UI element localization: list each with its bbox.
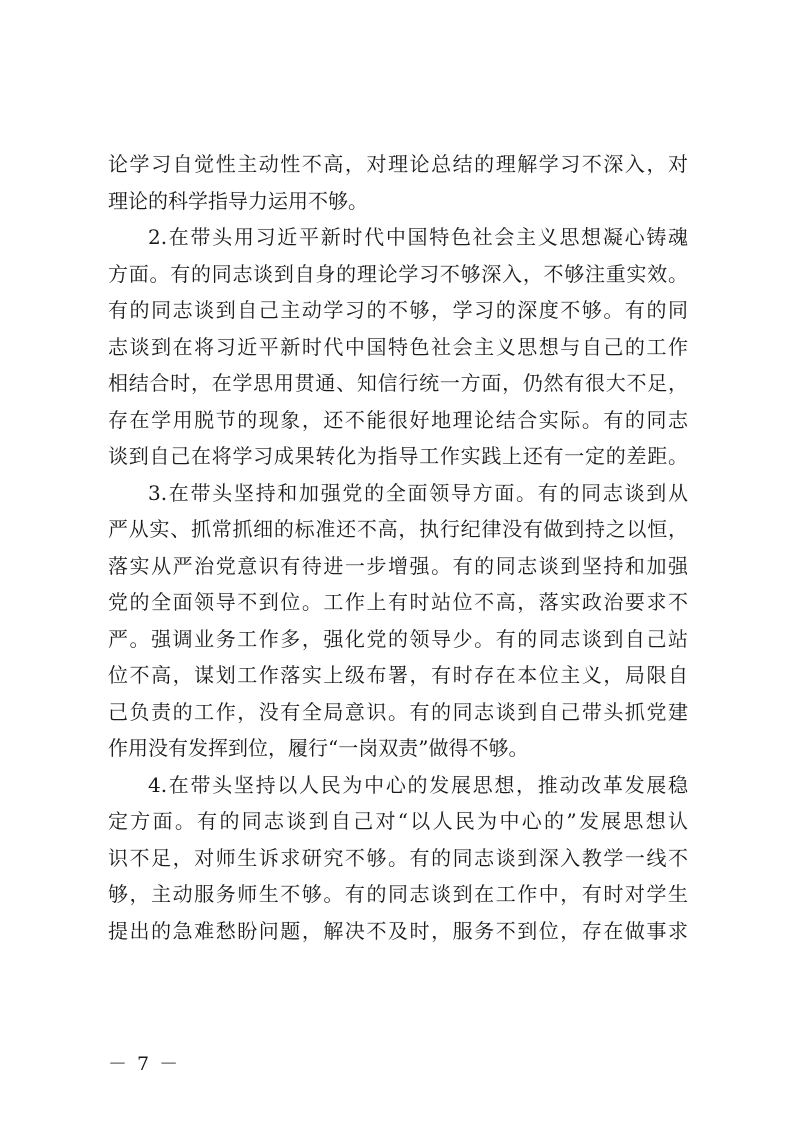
- text-line: 己负责的工作，没有全局意识。有的同志谈到自己带头抓党建: [108, 699, 688, 724]
- section-heading-line: 2.在带头用习近平新时代中国特色社会主义思想凝心铸魂: [148, 225, 688, 249]
- page-number: － 7 －: [108, 1053, 181, 1075]
- section-heading-line: 3.在带头坚持和加强党的全面领导方面。有的同志谈到从: [148, 480, 688, 505]
- text-line: 志谈到在将习近平新时代中国特色社会主义思想与自己的工作: [108, 334, 688, 359]
- text-line: 论学习自觉性主动性不高，对理论总结的理解学习不深入，对: [108, 152, 688, 176]
- text-line: 理论的科学指导力运用不够。: [108, 188, 368, 213]
- text-line: 位不高，谋划工作落实上级布署，有时存在本位主义，局限自: [108, 663, 688, 687]
- text-line: 党的全面领导不到位。工作上有时站位不高，落实政治要求不: [108, 590, 688, 614]
- text-line: 严。强调业务工作多，强化党的领导少。有的同志谈到自己站: [108, 626, 688, 651]
- body-text: [108, 146, 688, 949]
- text-line: 有的同志谈到自己主动学习的不够，学习的深度不够。有的同: [108, 298, 688, 322]
- text-line: 相结合时，在学思用贯通、知信行统一方面，仍然有很大不足，: [108, 371, 688, 395]
- text-line: 谈到自己在将学习成果转化为指导工作实践上还有一定的差距。: [108, 444, 688, 468]
- text-line: 严从实、抓常抓细的标准还不高，执行纪律没有做到持之以恒，: [108, 517, 688, 541]
- text-line: 存在学用脱节的现象，还不能很好地理论结合实际。有的同志: [108, 407, 688, 432]
- text-line: 方面。有的同志谈到自身的理论学习不够深入，不够注重实效。: [108, 261, 688, 286]
- text-line: 落实从严治党意识有待进一步增强。有的同志谈到坚持和加强: [108, 553, 688, 578]
- text-line: 够，主动服务师生不够。有的同志谈到在工作中，有时对学生: [108, 882, 688, 906]
- section-heading-line: 4.在带头坚持以人民为中心的发展思想，推动改革发展稳: [148, 772, 688, 797]
- text-line: 定方面。有的同志谈到自己对“以人民为中心的”发展思想认: [108, 809, 688, 833]
- text-line: 作用没有发挥到位，履行“一岗双责”做得不够。: [108, 736, 529, 760]
- text-line: 提出的急难愁盼问题，解决不及时，服务不到位，存在做事求: [108, 918, 688, 943]
- text-line: 识不足，对师生诉求研究不够。有的同志谈到深入教学一线不: [108, 845, 688, 870]
